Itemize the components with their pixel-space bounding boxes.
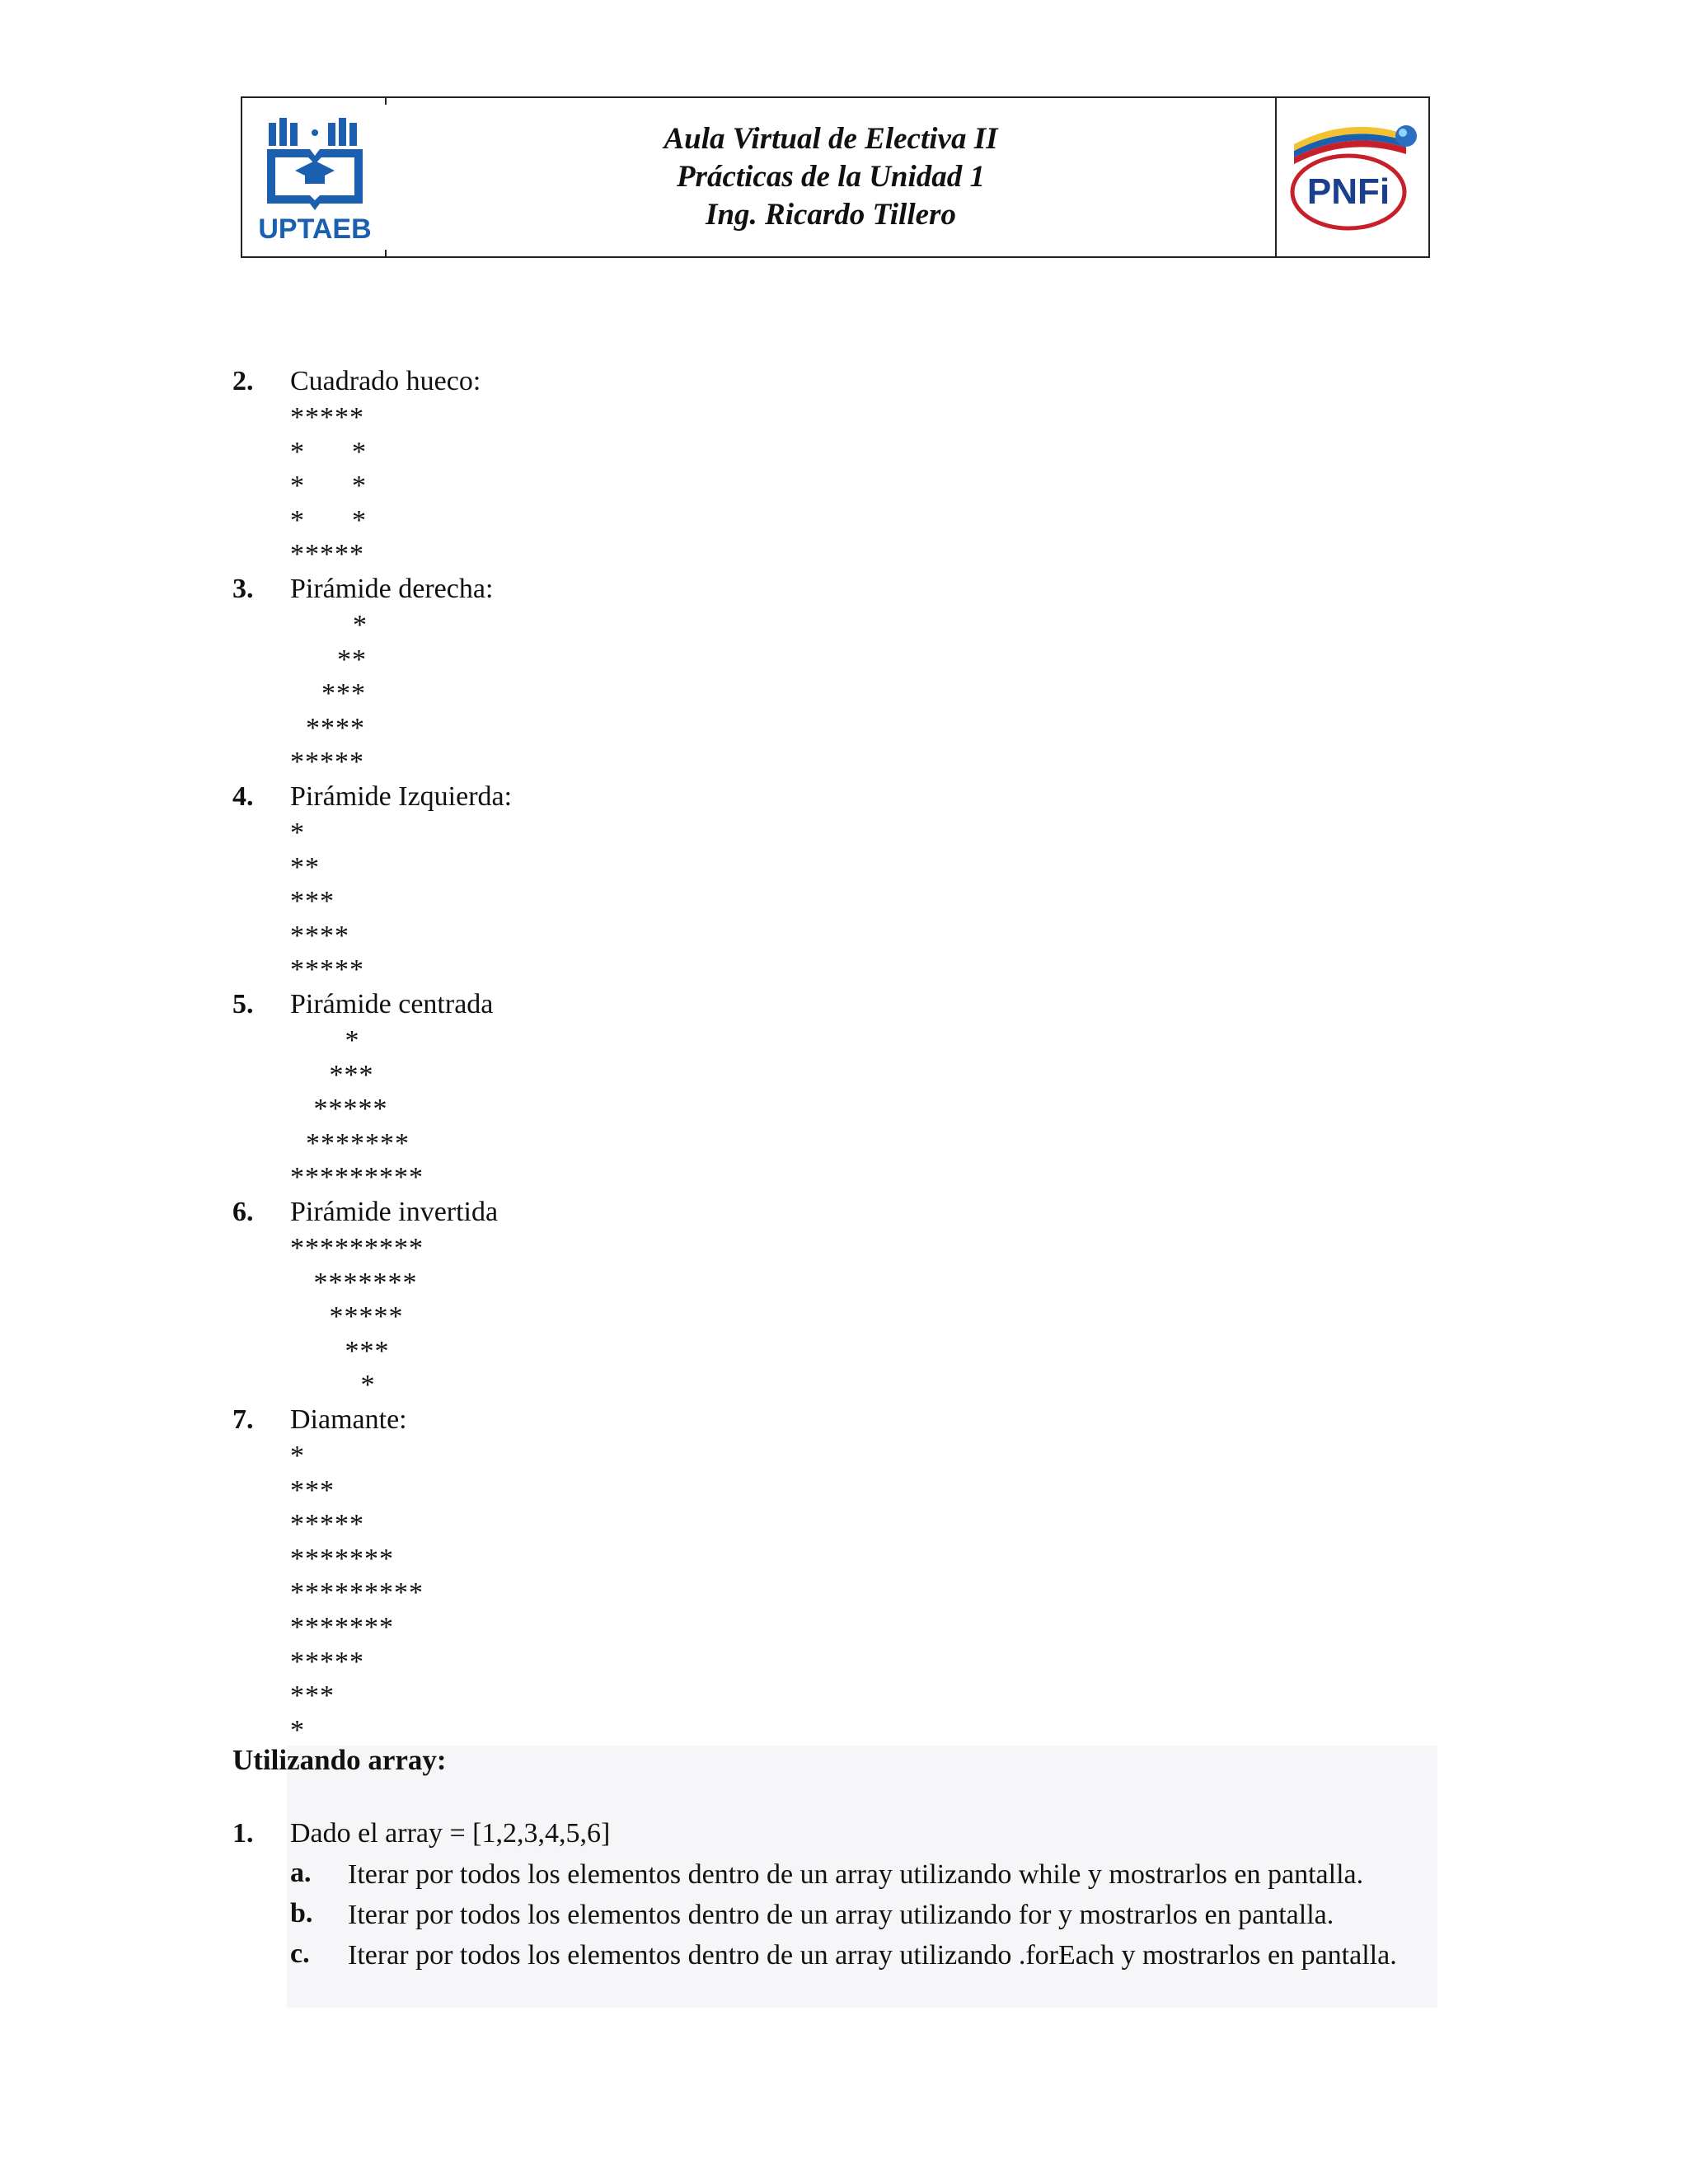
- header-title-line-1: Aula Virtual de Electiva II: [663, 122, 998, 156]
- subitem-text: Iterar por todos los elementos dentro de un array utilizando for y mostrarlos en pantalla.: [348, 1900, 1334, 1930]
- subitem-text: Iterar por todos los elementos dentro de un array utilizando .forEach y mostrarlos en pantalla.: [348, 1940, 1397, 1971]
- pnfi-logo-text: PNFi: [1306, 171, 1390, 212]
- subitem-text: Iterar por todos los elementos dentro de un array utilizando while y mostrarlos en pantalla.: [348, 1859, 1364, 1890]
- subitem-letter: c.: [290, 1938, 310, 1969]
- asterisk-pattern: ********* ******* ***** *** *: [290, 1233, 424, 1401]
- item-number: 2.: [232, 366, 254, 396]
- item-label: Dado el array = [1,2,3,4,5,6]: [290, 1818, 611, 1849]
- uptaeb-logo-text: UPTAEB: [258, 213, 372, 245]
- asterisk-pattern: * ** *** **** *****: [290, 610, 368, 778]
- item-label: Pirámide invertida: [290, 1197, 499, 1227]
- header-title-block: [387, 98, 1275, 256]
- uptaeb-logo: [242, 98, 387, 256]
- item-number: 1.: [232, 1818, 254, 1849]
- item-number: 6.: [232, 1197, 254, 1227]
- asterisk-pattern: * *** ***** ******* ********* ******* ***** *** *: [290, 1441, 424, 1746]
- item-label: Pirámide centrada: [290, 989, 494, 1019]
- header-title-line-3: Ing. Ricardo Tillero: [706, 198, 956, 232]
- subitem-letter: b.: [290, 1898, 313, 1929]
- asterisk-pattern: ***** * * * * * * *****: [290, 402, 367, 570]
- document-header: [241, 96, 1430, 258]
- asterisk-pattern: * ** *** **** *****: [290, 818, 364, 986]
- item-number: 3.: [232, 574, 254, 604]
- header-title-line-2: Prácticas de la Unidad 1: [676, 160, 986, 194]
- item-label: Cuadrado hueco:: [290, 366, 481, 396]
- pnfi-logo: [1275, 98, 1428, 256]
- item-label: Pirámide Izquierda:: [290, 781, 513, 812]
- item-number: 5.: [232, 989, 254, 1019]
- item-label: Diamante:: [290, 1404, 407, 1435]
- item-number: 4.: [232, 781, 254, 812]
- subitem-letter: a.: [290, 1858, 312, 1888]
- asterisk-pattern: * *** ***** ******* *********: [290, 1025, 424, 1193]
- section-title: Utilizando array:: [232, 1744, 447, 1776]
- item-number: 7.: [232, 1404, 254, 1435]
- item-label: Pirámide derecha:: [290, 574, 494, 604]
